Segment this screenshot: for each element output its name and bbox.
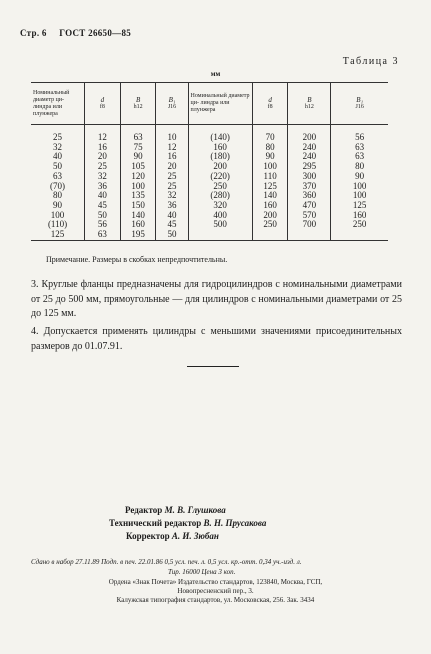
column-header: B₁ J16 — [331, 83, 388, 125]
table-cell: 25 — [156, 172, 188, 182]
table-row — [31, 201, 388, 211]
table-cell: 370 — [288, 182, 331, 192]
table-row — [31, 220, 388, 230]
table-cell: 160 — [188, 143, 252, 153]
table-cell: 295 — [288, 162, 331, 172]
tech-editor-line — [109, 518, 266, 528]
table-unit: мм — [210, 70, 221, 78]
table-cell: 110 — [252, 172, 288, 182]
table-cell: 16 — [85, 143, 121, 153]
table-cell: 50 — [156, 230, 188, 240]
table-cell: 36 — [156, 201, 188, 211]
table-cell: (140) — [188, 133, 252, 143]
table-cell: 12 — [156, 143, 188, 153]
table-cell — [288, 230, 331, 240]
corrector-label: Корректор — [126, 531, 170, 541]
table-cell: 32 — [85, 172, 121, 182]
table-header-row — [31, 83, 388, 125]
table-cell: 90 — [120, 152, 156, 162]
table-cell: 40 — [156, 211, 188, 221]
table-cell: 570 — [288, 211, 331, 221]
table-cell: 25 — [85, 162, 121, 172]
corrector-line — [126, 531, 219, 541]
table-cell: 90 — [53, 199, 63, 210]
table-cell: 125 — [331, 201, 388, 211]
table-cell: 45 — [85, 201, 121, 211]
table-cell: 470 — [288, 201, 331, 211]
page-number: Стр. 6 — [20, 28, 47, 38]
table-cell: 63 — [331, 152, 388, 162]
publisher-line: Новопресненский пер., 3. — [177, 587, 254, 595]
table-cell: 160 — [252, 201, 288, 211]
editor-name: М. В. Глушкова — [164, 505, 226, 515]
table-cell: 40 — [85, 191, 121, 201]
dimensions-table — [31, 82, 388, 241]
table-cell: 63 — [120, 133, 156, 143]
table-cell: 135 — [120, 191, 156, 201]
standard-number: ГОСТ 26650—85 — [59, 28, 132, 38]
paragraph-3: 3. Круглые фланцы предназначены для гидроцилиндров с номинальными диаметрами от 25 до 500 мм, прямоугольные — для цилиндров с номинальными диаметрами от 25 до 125 мм. — [31, 279, 402, 319]
table-cell: 100 — [331, 191, 388, 201]
table-cell: 12 — [85, 133, 121, 143]
table-cell: 50 — [85, 211, 121, 221]
table-cell: 160 — [120, 220, 156, 230]
table-cell: 200 — [288, 133, 331, 143]
table-cell: 80 — [331, 162, 388, 172]
table-cell: (220) — [188, 172, 252, 182]
imprint-line: Тир. 16000 Цена 3 коп. — [168, 568, 236, 576]
column-header: B₁ J16 — [156, 83, 188, 125]
table-cell — [252, 230, 288, 240]
editor-line — [125, 505, 226, 515]
table-row — [31, 152, 388, 162]
table-cell: 63 — [53, 170, 63, 181]
table-cell: (280) — [188, 191, 252, 201]
table-cell: 140 — [120, 211, 156, 221]
table-note: Примечание. Размеры в скобках непредпочтительны. — [46, 255, 228, 264]
table-cell: 360 — [288, 191, 331, 201]
table-cell: 500 — [188, 220, 252, 230]
table-cell: 200 — [252, 211, 288, 221]
table-row — [31, 230, 388, 240]
table-cell: 90 — [331, 172, 388, 182]
table-row — [31, 191, 388, 201]
page-header — [20, 28, 131, 38]
table-cell: 240 — [288, 152, 331, 162]
table-cell: 200 — [188, 162, 252, 172]
table-cell: 32 — [156, 191, 188, 201]
table-row — [31, 133, 388, 143]
table-cell: 105 — [120, 162, 156, 172]
table-cell: 25 — [53, 132, 63, 142]
table-cell: 63 — [331, 143, 388, 153]
table-cell: (110) — [47, 219, 68, 230]
table-cell: 56 — [331, 133, 388, 143]
table-cell: 100 — [331, 182, 388, 192]
table-cell: 400 — [188, 211, 252, 221]
table-cell: 16 — [156, 152, 188, 162]
tech-editor-name: В. Н. Прусакова — [203, 518, 267, 528]
table-cell: 300 — [288, 172, 331, 182]
imprint-line: Сдано в набор 27.11.89 Подп. в печ. 22.01.86 0,5 усл. печ. л. 0,5 усл. кр.-отт. 0,34 уч.-изд. л. — [31, 558, 302, 566]
table-cell: 63 — [85, 230, 121, 240]
table-body — [31, 125, 388, 241]
column-header: B h12 — [288, 83, 331, 125]
table-cell: 90 — [252, 152, 288, 162]
table-cell: (70) — [50, 180, 66, 191]
table-cell: (180) — [188, 152, 252, 162]
corrector-name: А. И. Зюбан — [171, 531, 219, 541]
table-cell — [188, 230, 252, 240]
table-cell: 40 — [53, 151, 63, 162]
imprint — [31, 557, 401, 577]
column-header: d f8 — [85, 83, 121, 125]
editor-label: Редактор — [125, 505, 163, 515]
table-cell: 250 — [252, 220, 288, 230]
paragraph-4: 4. Допускается применять цилиндры с меньшими значениями присоединительных размеров до 01.07.91. — [31, 326, 402, 352]
publisher-line: Ордена «Знак Почета» Издательство стандартов, 123840, Москва, ГСП, — [108, 578, 323, 586]
table-row — [31, 211, 388, 221]
column-header: d f8 — [252, 83, 288, 125]
table-cell — [331, 230, 388, 240]
table-cell: 56 — [85, 220, 121, 230]
table-row — [31, 172, 388, 182]
table-cell: 195 — [120, 230, 156, 240]
table-cell: 80 — [252, 143, 288, 153]
table-cell: 240 — [288, 143, 331, 153]
table-cell: 320 — [188, 201, 252, 211]
tech-editor-label: Технический редактор — [109, 518, 202, 528]
table-cell: 32 — [53, 141, 63, 152]
table-cell: 25 — [156, 182, 188, 192]
table-cell: 100 — [120, 182, 156, 192]
column-header: Номинальный диаметр ци- линдра или плунжера — [188, 83, 252, 125]
table-cell: 160 — [331, 211, 388, 221]
publisher-info — [0, 578, 431, 605]
table-cell: 80 — [53, 190, 63, 201]
table-cell: 100 — [50, 209, 65, 220]
table-cell: 700 — [288, 220, 331, 230]
table-cell: 125 — [252, 182, 288, 192]
column-header: B h12 — [120, 83, 156, 125]
table-cell: 70 — [252, 133, 288, 143]
table-cell: 36 — [85, 182, 121, 192]
table-cell: 250 — [188, 182, 252, 192]
table-cell: 20 — [156, 162, 188, 172]
table-cell: 20 — [85, 152, 121, 162]
table-title: Таблица 3 — [342, 56, 399, 67]
table-cell: 10 — [156, 133, 188, 143]
table-cell: 125 — [31, 230, 85, 240]
table-cell: 120 — [120, 172, 156, 182]
table-cell: 75 — [120, 143, 156, 153]
table-cell: 50 — [53, 161, 63, 172]
column-header: Номинальный диаметр ци- линдра или плунжера — [31, 83, 85, 125]
table-cell: 150 — [120, 201, 156, 211]
separator-rule — [187, 366, 239, 367]
table-cell: 100 — [252, 162, 288, 172]
table-cell: 45 — [156, 220, 188, 230]
table-cell: 250 — [331, 220, 388, 230]
table-cell: 140 — [252, 191, 288, 201]
publisher-line: Калужская типография стандартов, ул. Московская, 256. Зак. 3434 — [116, 596, 315, 604]
